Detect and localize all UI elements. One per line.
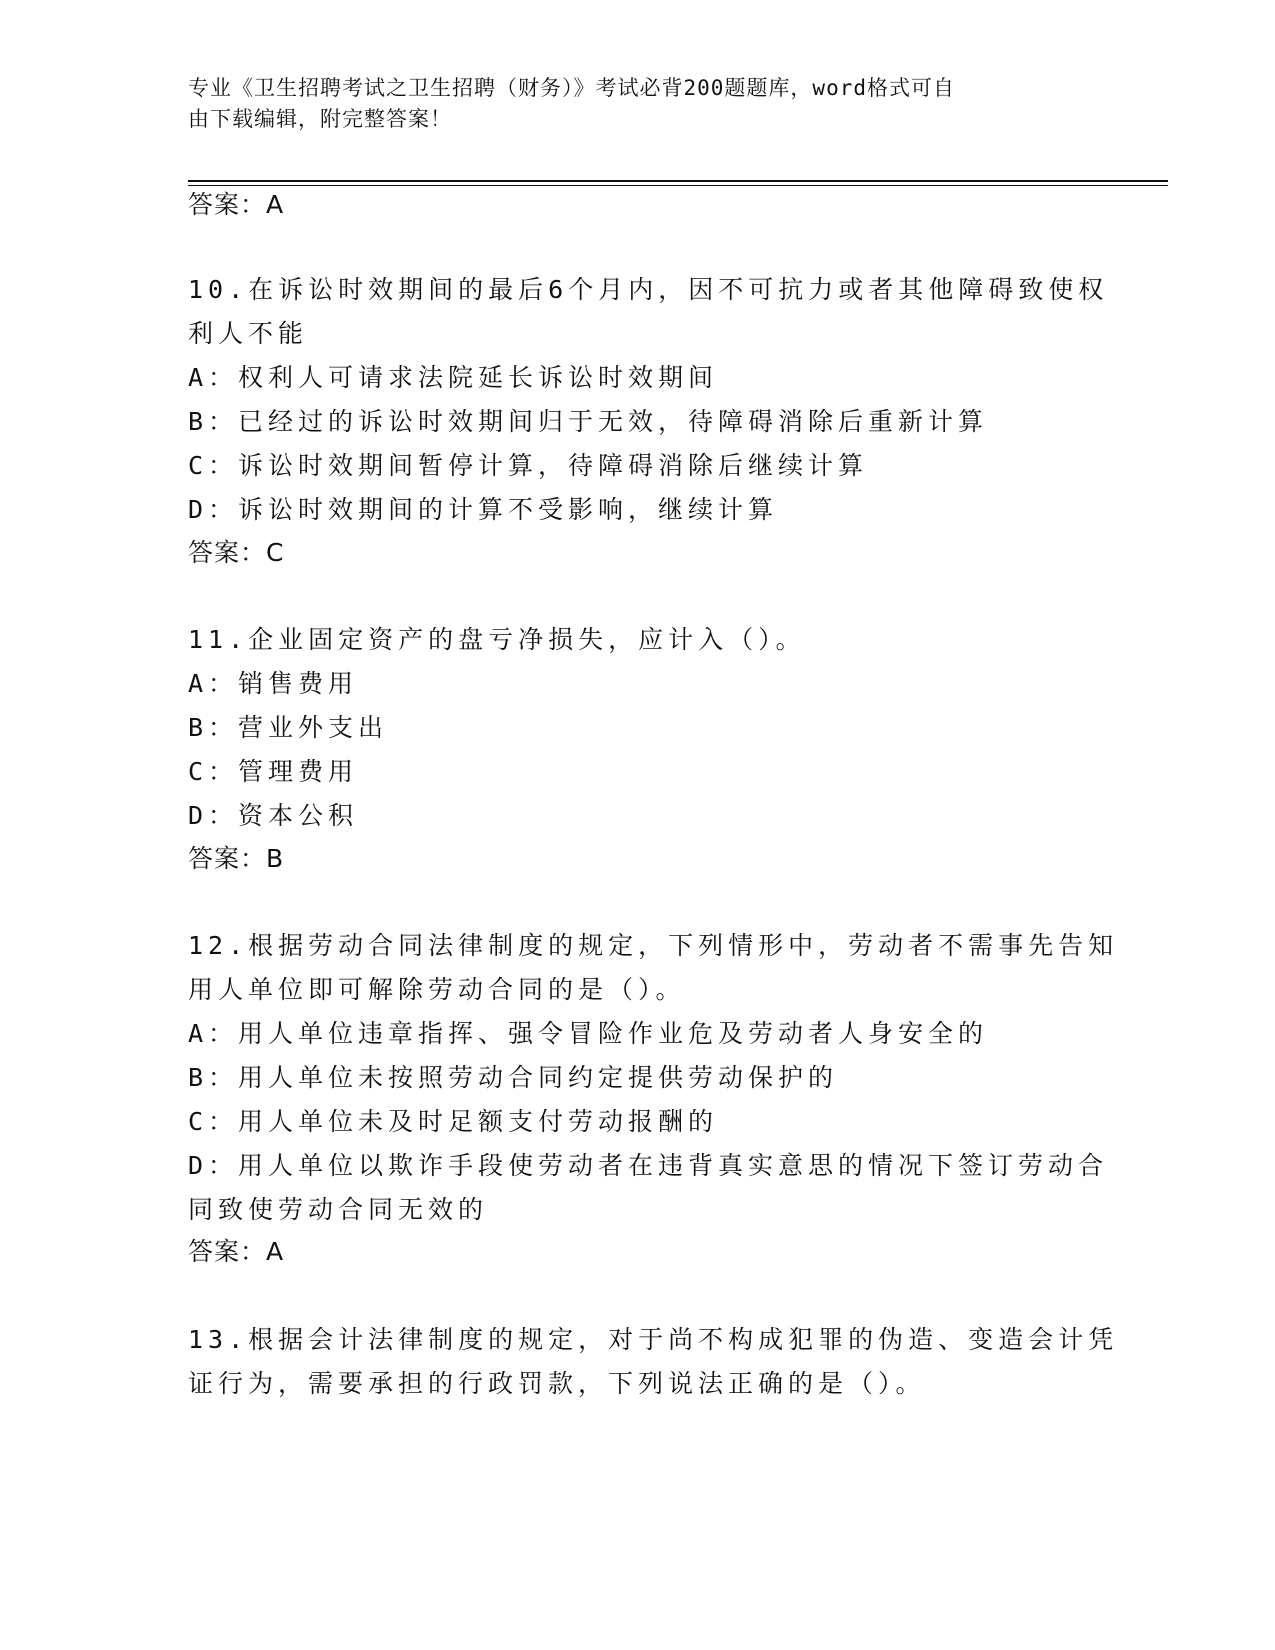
q13-stem-line-1: 13.根据会计法律制度的规定，对于尚不构成犯罪的伪造、变造会计凭 [188,1325,1119,1354]
q12-option-c: C：用人单位未及时足额支付劳动报酬的 [188,1107,719,1136]
q10-stem-line-2: 利人不能 [188,319,309,348]
q12-answer: 答案：A [188,1237,285,1266]
header-rule-thick [188,180,1168,182]
q11-answer: 答案：B [188,844,285,873]
q11-option-d: D：资本公积 [188,801,359,830]
q12-stem-line-1: 12.根据劳动合同法律制度的规定，下列情形中，劳动者不需事先告知 [188,931,1119,960]
q10-option-b: B：已经过的诉讼时效期间归于无效，待障碍消除后重新计算 [188,407,989,436]
previous-answer: 答案：A [188,190,285,219]
q10-stem-line-1: 10.在诉讼时效期间的最后6个月内，因不可抗力或者其他障碍致使权 [188,275,1109,304]
q10-option-d: D：诉讼时效期间的计算不受影响，继续计算 [188,495,779,524]
header-line-1: 专业《卫生招聘考试之卫生招聘（财务）》考试必背200题题库，word格式可自 [188,76,955,100]
q12-option-a: A：用人单位违章指挥、强令冒险作业危及劳动者人身安全的 [188,1019,989,1048]
header-rule-thin [188,185,1168,186]
q10-option-c: C：诉讼时效期间暂停计算，待障碍消除后继续计算 [188,451,869,480]
q12-stem-line-2: 用人单位即可解除劳动合同的是（）。 [188,975,686,1004]
q10-answer: 答案：C [188,538,285,567]
q12-option-d-line-1: D：用人单位以欺诈手段使劳动者在违背真实意思的情况下签订劳动合 [188,1151,1109,1180]
q11-option-b: B：营业外支出 [188,713,389,742]
q12-option-b: B：用人单位未按照劳动合同约定提供劳动保护的 [188,1063,839,1092]
q10-option-a: A：权利人可请求法院延长诉讼时效期间 [188,363,719,392]
document-header [188,73,1068,135]
q13-stem-line-2: 证行为，需要承担的行政罚款，下列说法正确的是（）。 [188,1369,926,1398]
header-line-2: 由下载编辑，附完整答案！ [188,107,452,131]
q12-option-d-line-2: 同致使劳动合同无效的 [188,1195,489,1224]
q11-option-c: C：管理费用 [188,757,359,786]
q11-stem-line-1: 11.企业固定资产的盘亏净损失，应计入（）。 [188,625,806,654]
q11-option-a: A：销售费用 [188,669,359,698]
